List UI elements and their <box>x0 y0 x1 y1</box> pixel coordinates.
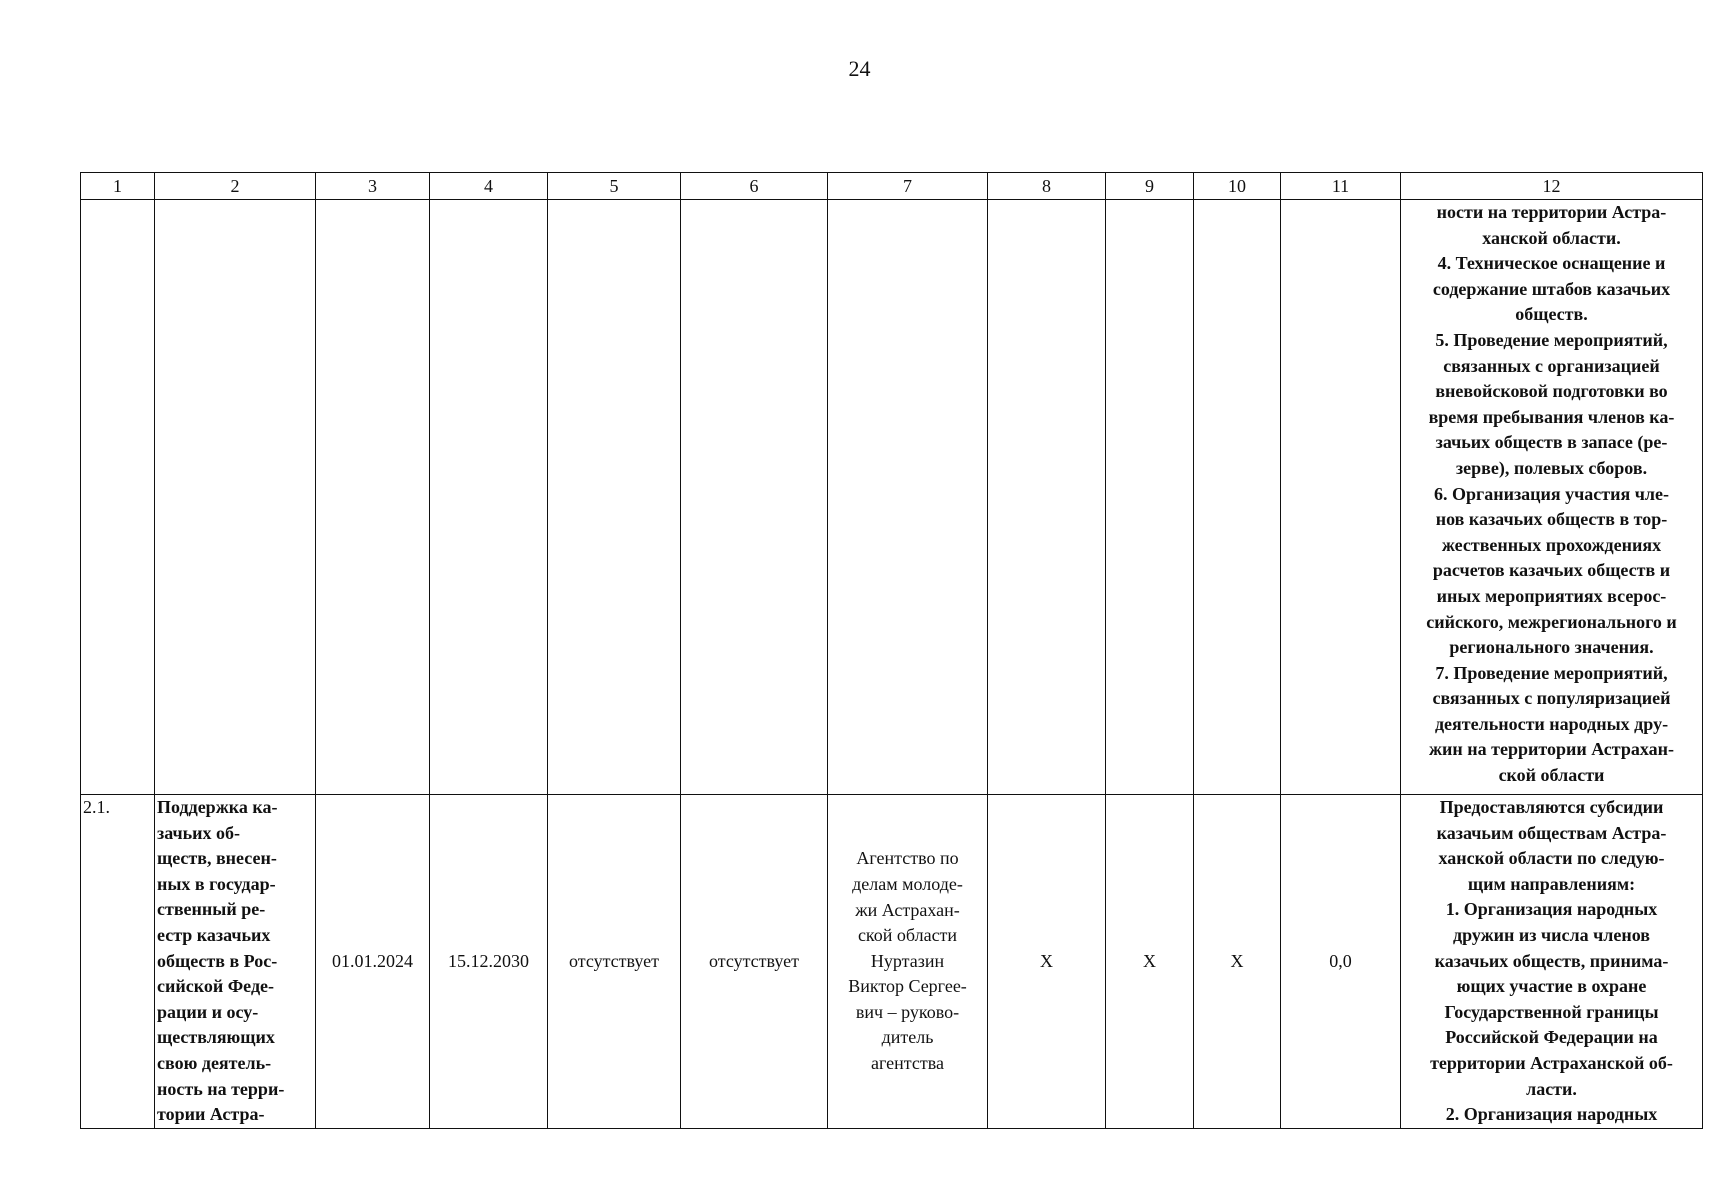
desc-line: содержание штабов казачьих <box>1432 278 1671 299</box>
responsible-line: ской области <box>857 925 958 946</box>
desc-line: сийского, межрегионального и <box>1426 611 1677 632</box>
name-line: тории Астра- <box>157 1104 265 1125</box>
col6-value: отсутствует <box>681 795 828 1129</box>
desc-line: 4. Техническое оснащение и <box>1437 253 1666 274</box>
desc-line: регионального значения. <box>1449 637 1654 658</box>
header-cell-1: 1 <box>81 173 155 200</box>
responsible-line: агентства <box>871 1053 944 1074</box>
desc-line: зачьих обществ в запасе (ре- <box>1435 432 1668 453</box>
empty-cell <box>1106 200 1194 795</box>
continuation-description <box>1401 200 1703 795</box>
desc-line: связанных с организацией <box>1443 355 1660 376</box>
start-date: 01.01.2024 <box>316 795 430 1129</box>
responsible-line: вич – руково- <box>855 1001 960 1022</box>
desc-line: жественных прохождениях <box>1441 534 1662 555</box>
responsible-line: Виктор Сергее- <box>848 976 967 997</box>
col10-value: X <box>1194 795 1281 1129</box>
header-cell-7: 7 <box>828 173 988 200</box>
empty-cell <box>828 200 988 795</box>
header-cell-3: 3 <box>316 173 430 200</box>
desc-line: дружин из числа членов <box>1452 924 1651 945</box>
name-line: зачьих об- <box>157 822 241 843</box>
desc-line: 7. Проведение мероприятий, <box>1435 662 1668 683</box>
desc-line: деятельности народных дру- <box>1434 713 1669 734</box>
name-line: ных в государ- <box>157 873 276 894</box>
desc-line: иных мероприятиях всерос- <box>1436 585 1667 606</box>
desc-line: ласти. <box>1526 1078 1577 1099</box>
name-line: ществ, внесен- <box>157 848 277 869</box>
desc-line: связанных с популяризацией <box>1432 688 1671 709</box>
header-cell-8: 8 <box>988 173 1106 200</box>
name-line: рации и осу- <box>157 1001 259 1022</box>
empty-cell <box>81 200 155 795</box>
desc-line: 6. Организация участия чле- <box>1434 483 1669 504</box>
desc-line: 5. Проведение мероприятий, <box>1435 329 1668 350</box>
event-description <box>1401 795 1703 1129</box>
desc-line: ханской области по следую- <box>1438 848 1665 869</box>
desc-line: 1. Организация народных <box>1445 899 1658 920</box>
desc-line: ской области <box>1498 765 1605 786</box>
empty-cell <box>988 200 1106 795</box>
desc-line: ханской области. <box>1482 227 1621 248</box>
empty-cell <box>316 200 430 795</box>
name-line: сийской Феде- <box>157 976 275 997</box>
name-line: свою деятель- <box>157 1052 272 1073</box>
desc-line: расчетов казачьих обществ и <box>1432 560 1671 581</box>
name-line: обществ в Рос- <box>157 950 278 971</box>
event-name <box>155 795 316 1129</box>
header-cell-5: 5 <box>548 173 681 200</box>
header-cell-6: 6 <box>681 173 828 200</box>
desc-line: Российской Федерации на <box>1445 1027 1658 1048</box>
name-line: ственный ре- <box>157 899 266 920</box>
responsible-line: дитель <box>881 1027 934 1048</box>
name-line: ность на терри- <box>157 1078 285 1099</box>
responsible-line: Агентство по <box>856 848 959 869</box>
desc-line: казачьим обществам Астра- <box>1436 822 1667 843</box>
empty-cell <box>1281 200 1401 795</box>
desc-line: обществ. <box>1515 304 1588 325</box>
continuation-row <box>81 200 1703 795</box>
empty-cell <box>681 200 828 795</box>
page-number: 24 <box>848 56 871 81</box>
name-line: ществляющих <box>157 1027 275 1048</box>
desc-line: Предоставляются субсидии <box>1439 797 1664 817</box>
header-cell-11: 11 <box>1281 173 1401 200</box>
header-cell-4: 4 <box>430 173 548 200</box>
header-cell-2: 2 <box>155 173 316 200</box>
header-cell-12: 12 <box>1401 173 1703 200</box>
empty-cell <box>548 200 681 795</box>
responsible-line: жи Астрахан- <box>855 899 960 920</box>
desc-line: нов казачьих обществ в тор- <box>1435 509 1668 530</box>
end-date: 15.12.2030 <box>430 795 548 1129</box>
header-cell-10: 10 <box>1194 173 1281 200</box>
desc-line: щим направлениям: <box>1467 873 1636 894</box>
responsible-line: делам молоде- <box>852 873 963 894</box>
empty-cell <box>155 200 316 795</box>
desc-line: 2. Организация народных <box>1445 1104 1658 1125</box>
desc-line: вневойсковой подготовки во <box>1435 381 1668 402</box>
desc-line: казачьих обществ, принима- <box>1434 950 1669 971</box>
empty-cell <box>430 200 548 795</box>
desc-line: зерве), полевых сборов. <box>1455 457 1648 478</box>
program-table <box>80 172 1703 1129</box>
responsible-line: Нуртазин <box>870 950 945 971</box>
table-row-2-1 <box>81 795 1703 1129</box>
header-row <box>81 173 1703 200</box>
col9-value: X <box>1106 795 1194 1129</box>
name-line: естр казачьих <box>157 924 271 945</box>
desc-line: жин на территории Астрахан- <box>1429 739 1674 760</box>
desc-line: ности на территории Астра- <box>1436 202 1667 222</box>
name-line: Поддержка ка- <box>157 797 278 817</box>
empty-cell <box>1194 200 1281 795</box>
desc-line: территории Астраханской об- <box>1430 1052 1673 1073</box>
desc-line: время пребывания членов ка- <box>1428 406 1675 427</box>
header-cell-9: 9 <box>1106 173 1194 200</box>
col8-value: X <box>988 795 1106 1129</box>
col11-value: 0,0 <box>1281 795 1401 1129</box>
col5-value: отсутствует <box>548 795 681 1129</box>
row-number: 2.1. <box>81 795 155 1129</box>
desc-line: ющих участие в охране <box>1456 976 1647 997</box>
responsible-executor <box>828 795 988 1129</box>
desc-line: Государственной границы <box>1444 1001 1659 1022</box>
